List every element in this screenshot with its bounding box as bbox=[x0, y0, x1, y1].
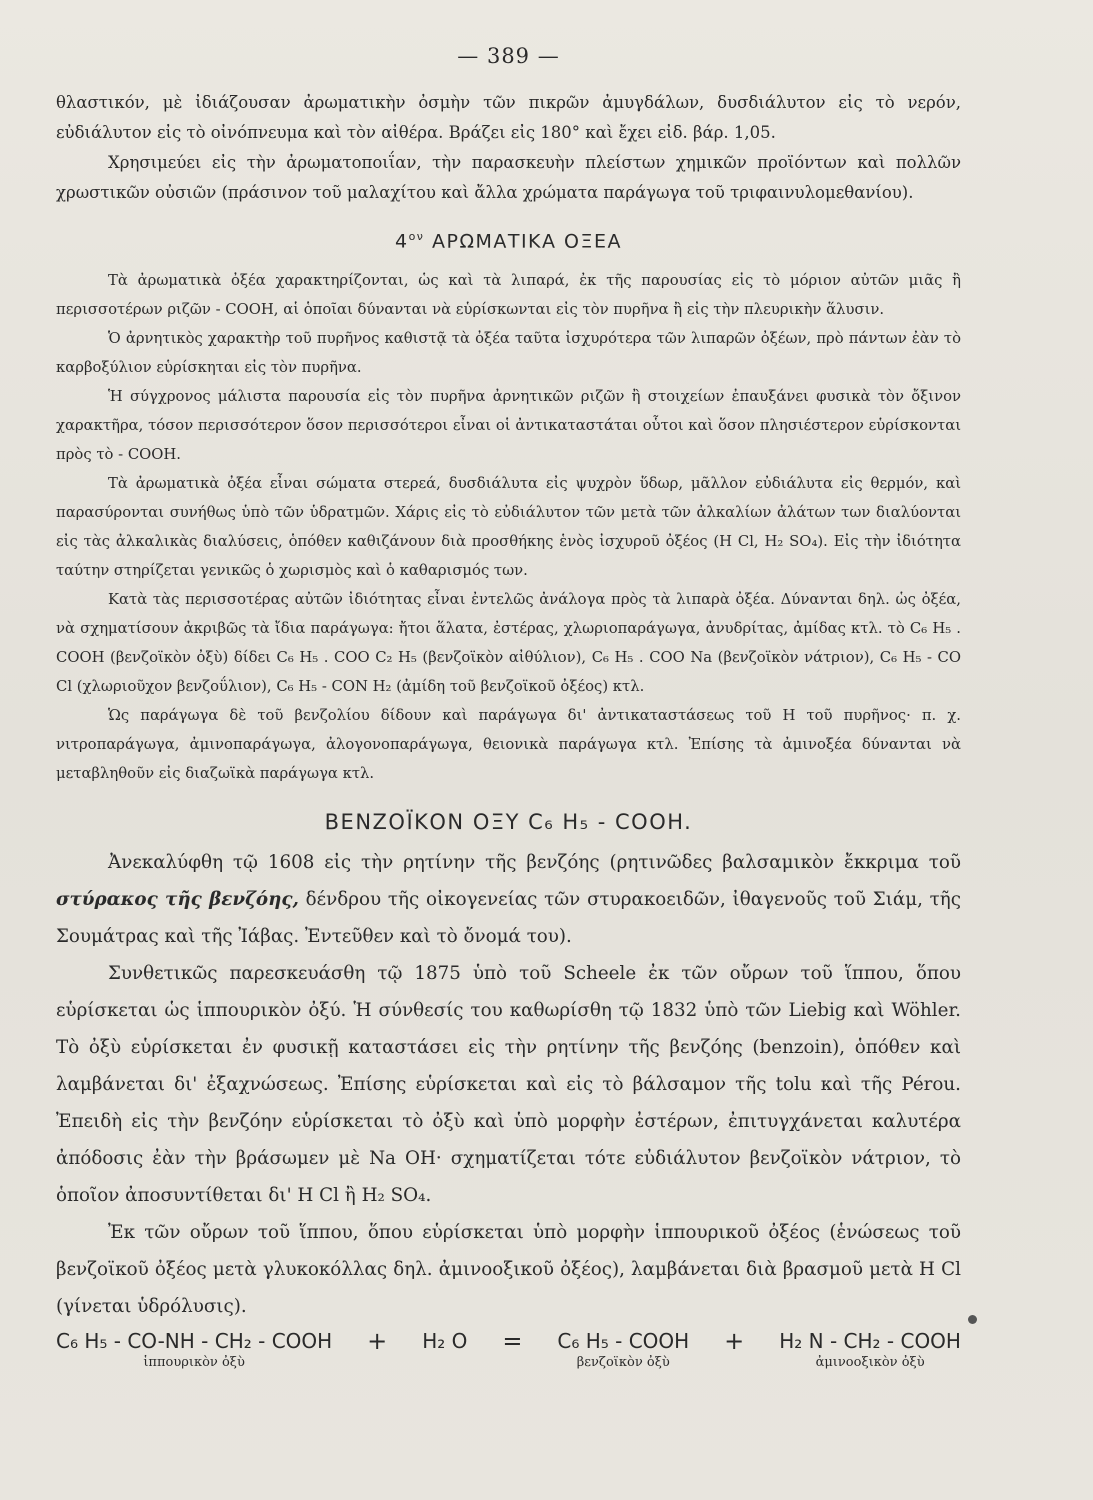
benzoic-paragraph-2: Συνθετικῶς παρεσκευάσθη τῷ 1875 ὑπὸ τοῦ Scheele ἐκ τῶν οὔρων τοῦ ἵππου, ὅπου εὑρίσκεται ὡς ἱππουρικὸν ὀξύ. Ἡ σύνθεσίς του καθωρίσθη τῷ 1832 ὑπὸ τῶν Liebig καὶ Wöhler. Τὸ ὀξὺ εὑρίσκεται ἐν φυσικῇ καταστάσει εἰς τὴν ρητίνην τῆς βενζόης (benzoin), ὁπόθεν καὶ λαμβάνεται δι' ἐξαχνώσεως. Ἐπίσης εὑρίσκεται καὶ εἰς τὸ βάλσαμον τῆς tolu καὶ τῆς Pérou. Ἐπειδὴ εἰς τὴν βενζόην εὑρίσκεται τὸ ὀξὺ καὶ ὑπὸ μορφὴν ἐστέρων, ἐπιτυγχάνεται καλυτέρα ἀπόδοσις ἐὰν τὴν βράσωμεν μὲ Na OH· σχηματίζεται τότε εὐδιάλυτον βενζοϊκὸν νάτριον, τὸ ὁποῖον ἀποσυντίθεται δι' H Cl ἢ H₂ SO₄. bbox=[56, 963, 961, 1207]
hydrolysis-equation bbox=[56, 1329, 961, 1370]
equation-plus: + bbox=[367, 1327, 388, 1356]
benzoic-acid-section bbox=[56, 844, 961, 1325]
equation-term-glycine bbox=[779, 1329, 961, 1370]
equation-term-benzoic bbox=[557, 1329, 689, 1370]
aromatic-paragraph: Τὰ ἀρωματικὰ ὀξέα εἶναι σώματα στερεά, δυσδιάλυτα εἰς ψυχρὸν ὕδωρ, μᾶλλον εὐδιάλυτα εἰς θερμόν, καὶ παρασύρονται συνήθως ὑπὸ τῶν ὑδρατμῶν. Χάρις εἰς τὸ εὐδιάλυτον τῶν μετὰ τῶν ἀλκαλίων ἀλάτων των διαλύονται εἰς τὰς ἀλκαλικὰς διαλύσεις, ὁπόθεν καθιζάνουν διὰ προσθήκης ἑνὸς ἰσχυροῦ ὀξέος (H Cl, H₂ SO₄). Εἰς τὴν ἰδιότητα ταύτην στηρίζεται γενικῶς ὁ χωρισμὸς καὶ ὁ καθαρισμός των. bbox=[56, 475, 961, 580]
aromatic-paragraph: Ὁ ἀρνητικὸς χαρακτὴρ τοῦ πυρῆνος καθιστᾷ τὰ ὀξέα ταῦτα ἰσχυρότερα τῶν λιπαρῶν ὀξέων, πρὸ πάντων ἐὰν τὸ καρβοξύλιον εὑρίσκηται εἰς τὸν πυρῆνα. bbox=[56, 330, 961, 377]
equation-label: βενζοϊκὸν ὀξὺ bbox=[576, 1355, 670, 1371]
heading-superscript: ον bbox=[408, 230, 425, 243]
styrax-term: στύρακος τῆς βενζόης, bbox=[56, 889, 299, 911]
equation-equals: = bbox=[502, 1327, 523, 1356]
intro-paragraph-1: θλαστικόν, μὲ ἰδιάζουσαν ἀρωματικὴν ὀσμὴν τῶν πικρῶν ἀμυγδάλων, δυσδιάλυτον εἰς τὸ νερόν, εὐδιάλυτον εἰς τὸ οἰνόπνευμα καὶ τὸν αἰθέρα. Βράζει εἰς 180° καὶ ἔχει εἰδ. βάρ. 1,05. bbox=[56, 93, 961, 142]
heading-number: 4 bbox=[394, 230, 409, 253]
aromatic-paragraph: Ἡ σύγχρονος μάλιστα παρουσία εἰς τὸν πυρῆνα ἀρνητικῶν ριζῶν ἢ στοιχείων ἐπαυξάνει φυσικὰ τὸν ὄξινον χαρακτῆρα, τόσον περισσότερον ὅσον περισσότεροι εἶναι οἱ ἀντικαταστάται οὗτοι καὶ ὅσον πλησιέστερον εὑρίσκονται πρὸς τὸ - COOH. bbox=[56, 388, 961, 464]
intro-section bbox=[56, 88, 961, 208]
ink-speck bbox=[968, 1315, 977, 1324]
intro-paragraph-2: Χρησιμεύει εἰς τὴν ἀρωματοποιΐαν, τὴν παρασκευὴν πλείστων χημικῶν προϊόντων καὶ πολλῶν χρωστικῶν οὐσιῶν (πράσινον τοῦ μαλαχίτου καὶ ἄλλα χρώματα παράγωγα τοῦ τριφαινυλομεθανίου). bbox=[56, 153, 961, 202]
section-heading-benzoic-acid: ΒΕΝΖΟΪΚΟΝ ΟΞΥ C₆ H₅ - COOH. bbox=[324, 810, 693, 835]
equation-label: ἱππουρικὸν ὀξὺ bbox=[143, 1355, 245, 1371]
benzoic-p1-start: Ἀνεκαλύφθη τῷ 1608 εἰς τὴν ρητίνην τῆς βενζόης (ρητινῶδες βαλσαμικὸν ἔκκριμα τοῦ bbox=[108, 852, 961, 874]
equation-formula: C₆ H₅ - COOH bbox=[557, 1329, 690, 1354]
equation-term-hippuric bbox=[56, 1329, 332, 1370]
aromatic-paragraph: Ὡς παράγωγα δὲ τοῦ βενζολίου δίδουν καὶ παράγωγα δι' ἀντικαταστάσεως τοῦ H τοῦ πυρῆνος· π. χ. νιτροπαράγωγα, ἀμινοπαράγωγα, ἀλογονοπαράγωγα, θειονικὰ παράγωγα κτλ. Ἐπίσης τὰ ἀμινοξέα δύνανται νὰ μεταβληθοῦν εἰς διαζωϊκὰ παράγωγα κτλ. bbox=[56, 707, 961, 783]
equation-term-water bbox=[422, 1329, 467, 1353]
heading-text: ΑΡΩΜΑΤΙΚΑ ΟΞΕΑ bbox=[431, 230, 623, 253]
benzoic-paragraph-1 bbox=[56, 844, 961, 955]
equation-formula: C₆ H₅ - CO-NH - CH₂ - COOH bbox=[56, 1329, 333, 1354]
aromatic-paragraph: Τὰ ἀρωματικὰ ὀξέα χαρακτηρίζονται, ὡς καὶ τὰ λιπαρά, ἐκ τῆς παρουσίας εἰς τὸ μόριον αὐτῶν μιᾶς ἢ περισσοτέρων ριζῶν - COOH, αἱ ὁποῖαι δύνανται νὰ εὑρίσκωνται εἰς τὸν πυρῆνα ἢ εἰς τὴν πλευρικὴν ἅλυσιν. bbox=[56, 272, 961, 319]
aromatic-paragraph: Κατὰ τὰς περισσοτέρας αὐτῶν ἰδιότητας εἶναι ἐντελῶς ἀνάλογα πρὸς τὰ λιπαρὰ ὀξέα. Δύνανται δηλ. ὡς ὀξέα, νὰ σχηματίσουν ἀκριβῶς τὰ ἴδια παράγωγα: ἤτοι ἅλατα, ἐστέρας, χλωριοπαράγωγα, ἀνυδρίτας, ἀμίδας κτλ. τὸ C₆ H₅ . COOH (βενζοϊκὸν ὀξὺ) δίδει C₆ H₅ . COO C₂ H₅ (βενζοϊκὸν αἰθύλιον), C₆ H₅ . COO Na (βενζοϊκὸν νάτριον), C₆ H₅ - CO Cl (χλωριοῦχον βενζοΰλιον), C₆ H₅ - CON H₂ (ἀμίδη τοῦ βενζοϊκοῦ ὀξέος) κτλ. bbox=[56, 591, 961, 696]
benzoic-paragraph-3: Ἐκ τῶν οὔρων τοῦ ἵππου, ὅπου εὑρίσκεται ὑπὸ μορφὴν ἱππουρικοῦ ὀξέος (ἑνώσεως τοῦ βενζοϊκοῦ ὀξέος μετὰ γλυκοκόλλας δηλ. ἀμινοοξικοῦ ὀξέος), λαμβάνεται διὰ βρασμοῦ μετὰ H Cl (γίνεται ὑδρόλυσις). bbox=[56, 1222, 961, 1318]
aromatic-acids-section bbox=[56, 266, 961, 788]
page-number: — 389 — bbox=[457, 44, 560, 68]
benzoic-p1-end: δένδρου τῆς οἰκογενείας τῶν στυρακοειδῶν, ἰθαγενοῦς τοῦ Σιάμ, τῆς Σουμάτρας καὶ τῆς Ἰάβας. Ἐντεῦθεν καὶ τὸ ὄνομά του). bbox=[56, 889, 961, 948]
equation-label: ἀμινοοξικὸν ὀξὺ bbox=[815, 1355, 925, 1371]
equation-formula: H₂ N - CH₂ - COOH bbox=[779, 1329, 961, 1354]
page-content bbox=[56, 44, 961, 1370]
equation-formula: H₂ O bbox=[422, 1329, 468, 1354]
section-heading-aromatic-acids bbox=[56, 230, 961, 252]
equation-plus: + bbox=[724, 1327, 745, 1356]
